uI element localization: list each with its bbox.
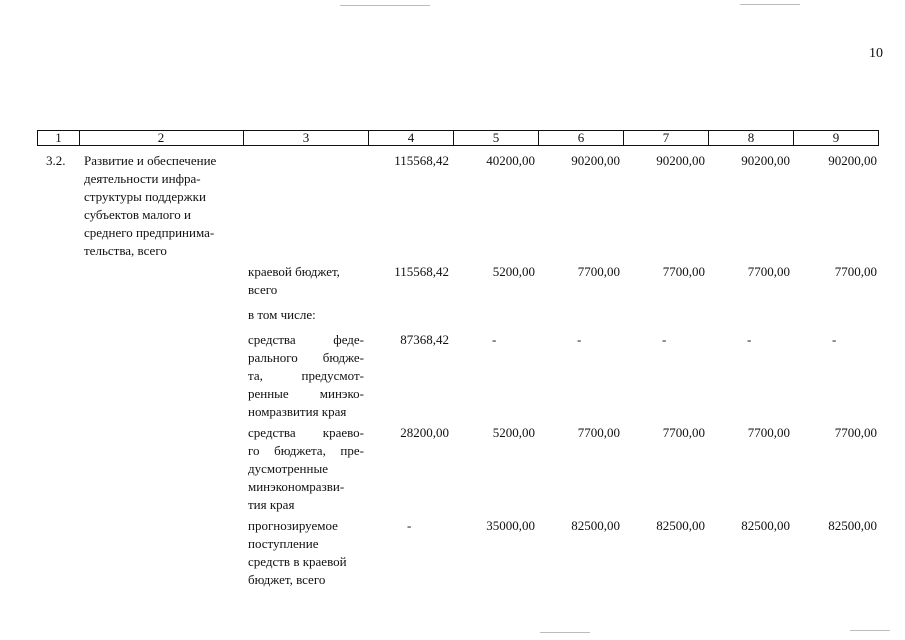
cell-col-5: 5200,00 — [492, 425, 535, 440]
row-index: 3.2. — [46, 153, 66, 168]
column-header-5: 5 — [454, 130, 539, 146]
cell-col-9: 90200,00 — [828, 153, 877, 168]
cell-col-6: 7700,00 — [577, 425, 620, 440]
column-header-4: 4 — [369, 130, 454, 146]
cell-col-6: 90200,00 — [571, 153, 620, 168]
cell-col-5: 5200,00 — [492, 264, 535, 279]
cell-col-7: 82500,00 — [656, 518, 705, 533]
cell-col-9: 7700,00 — [834, 264, 877, 279]
scan-speck — [340, 5, 430, 6]
source-label: прогнозируемое поступление средств в краевой бюджет, всего — [248, 518, 347, 587]
source-label: краевой бюджет, всего — [248, 264, 340, 297]
column-header-1: 1 — [37, 130, 80, 146]
cell-col-4: 115568,42 — [394, 264, 449, 279]
column-header-8: 8 — [709, 130, 794, 146]
cell-col-8: 90200,00 — [741, 153, 790, 168]
cell-col-4: 87368,42 — [400, 332, 449, 347]
cell-col-7: 90200,00 — [656, 153, 705, 168]
cell-col-7: - — [662, 332, 667, 347]
column-header-2: 2 — [79, 130, 244, 146]
cell-col-9: 82500,00 — [828, 518, 877, 533]
cell-col-7: 7700,00 — [662, 264, 705, 279]
row-name: Развитие и обеспечение деятельности инфра- структуры поддержки субъектов малого и среднего предпринима- тельства, всего — [84, 153, 217, 258]
cell-col-4: 115568,42 — [394, 153, 449, 168]
cell-col-5: - — [492, 332, 497, 347]
source-label: средства краево- го бюджета, пре- дусмотренные минэкономразви- тия края — [248, 425, 364, 512]
scan-speck — [740, 4, 800, 5]
cell-col-9: 7700,00 — [834, 425, 877, 440]
cell-col-6: 7700,00 — [577, 264, 620, 279]
scan-speck — [540, 632, 590, 633]
column-header-7: 7 — [624, 130, 709, 146]
scan-speck — [850, 630, 890, 631]
column-header-9: 9 — [794, 130, 879, 146]
cell-col-8: 7700,00 — [747, 264, 790, 279]
cell-col-8: - — [747, 332, 752, 347]
cell-col-5: 35000,00 — [486, 518, 535, 533]
cell-col-6: 82500,00 — [571, 518, 620, 533]
cell-col-9: - — [832, 332, 837, 347]
page-number: 10 — [869, 46, 883, 61]
column-header-6: 6 — [539, 130, 624, 146]
cell-col-7: 7700,00 — [662, 425, 705, 440]
including-label: в том числе: — [248, 307, 316, 322]
cell-col-4: 28200,00 — [400, 425, 449, 440]
source-label: средства феде- рального бюдже- та, предусмот- ренные минэко- номразвития края — [248, 332, 364, 419]
column-header-3: 3 — [244, 130, 369, 146]
cell-col-8: 7700,00 — [747, 425, 790, 440]
cell-col-5: 40200,00 — [486, 153, 535, 168]
cell-col-4: - — [407, 518, 412, 533]
cell-col-6: - — [577, 332, 582, 347]
cell-col-8: 82500,00 — [741, 518, 790, 533]
